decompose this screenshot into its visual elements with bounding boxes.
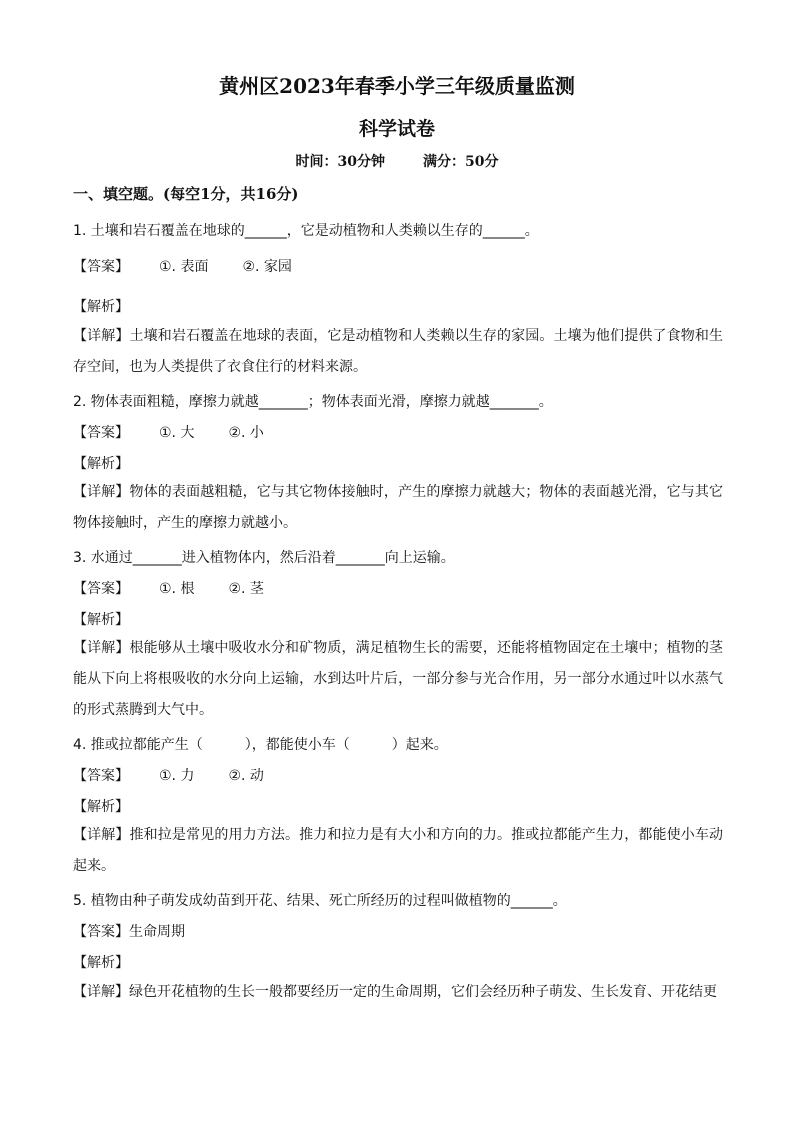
section-heading: 一、填空题。(每空1分，共16分) — [73, 185, 299, 203]
question-1: 1. 土壤和岩石覆盖在地球的______，它是动植物和人类赖以生存的______。 — [73, 223, 539, 239]
answer-label: 【答案】 — [73, 768, 129, 784]
answer-3 — [73, 578, 264, 598]
answer-label: 【答案】 — [73, 425, 129, 441]
answer-option: ②. 动 — [228, 768, 264, 784]
answer-option: ①. 大 — [159, 425, 195, 441]
answer-option: ②. 小 — [228, 425, 264, 441]
answer-4 — [73, 765, 264, 785]
analysis-label-4: 【解析】 — [73, 799, 129, 815]
detail-1: 【详解】土壤和岩石覆盖在地球的表面，它是动植物和人类赖以生存的家园。土壤为他们提供了食物和生存空间，也为人类提供了衣食住行的材料来源。 — [73, 328, 723, 375]
answer-label: 【答案】 — [73, 924, 129, 940]
analysis-label-2: 【解析】 — [73, 456, 129, 472]
analysis-label-1: 【解析】 — [73, 299, 129, 315]
answer-option: ②. 茎 — [228, 581, 264, 597]
analysis-label-5: 【解析】 — [73, 955, 129, 971]
detail-3: 【详解】根能够从土壤中吸收水分和矿物质，满足植物生长的需要，还能将植物固定在土壤中；植物的茎能从下向上将根吸收的水分向上运输，水到达叶片后，一部分参与光合作用，另一部分水通过叶以水蒸气的形式蒸腾到大气中。 — [73, 640, 723, 718]
answer-option: ①. 力 — [159, 768, 195, 784]
analysis-label-3: 【解析】 — [73, 612, 129, 628]
exam-score: 满分：50分 — [423, 154, 499, 170]
answer-2 — [73, 422, 264, 442]
exam-time: 时间：30分钟 — [295, 154, 385, 170]
question-4: 4. 推或拉都能产生（ ），都能使小车（ ）起来。 — [73, 737, 448, 753]
question-5: 5. 植物由种子萌发成幼苗到开花、结果、死亡所经历的过程叫做植物的______。 — [73, 893, 567, 909]
question-3: 3. 水通过_______进入植物体内，然后沿着_______向上运输。 — [73, 550, 455, 566]
detail-2: 【详解】物体的表面越粗糙，它与其它物体接触时，产生的摩擦力就越大；物体的表面越光滑，它与其它物体接触时，产生的摩擦力就越小。 — [73, 484, 723, 531]
exam-subtitle: 科学试卷 — [358, 118, 435, 140]
answer-label: 【答案】 — [73, 581, 129, 597]
question-2: 2. 物体表面粗糙，摩擦力就越_______；物体表面光滑，摩擦力就越_______。 — [73, 394, 553, 410]
detail-5: 【详解】绿色开花植物的生长一般都要经历一定的生命周期，它们会经历种子萌发、生长发育、开花结更 — [73, 984, 717, 1000]
exam-meta — [0, 151, 794, 171]
answer-option: ②. 家园 — [242, 259, 292, 275]
answer-option: ①. 表面 — [159, 259, 209, 275]
answer-5 — [73, 921, 185, 941]
answer-text: 生命周期 — [129, 924, 185, 940]
detail-4: 【详解】推和拉是常见的用力方法。推力和拉力是有大小和方向的力。推或拉都能产生力，都能使小车动起来。 — [73, 827, 723, 874]
answer-1 — [73, 256, 292, 276]
answer-label: 【答案】 — [73, 259, 129, 275]
exam-title: 黄州区2023年春季小学三年级质量监测 — [219, 74, 575, 98]
answer-option: ①. 根 — [159, 581, 195, 597]
